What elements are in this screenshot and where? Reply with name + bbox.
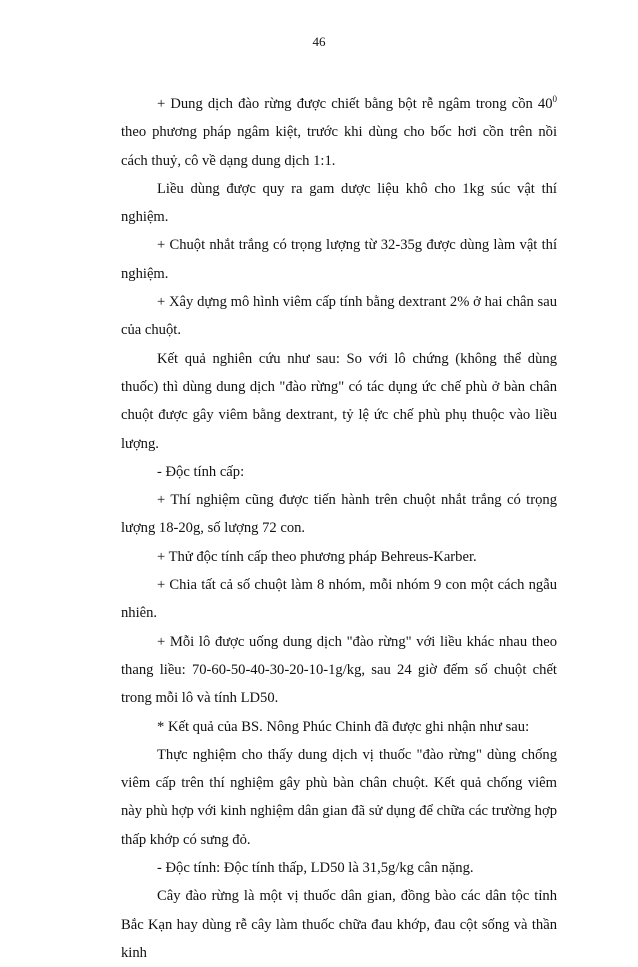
page-number: 46 <box>312 34 326 49</box>
degree-superscript: 0 <box>552 94 557 104</box>
body-text <box>121 90 557 967</box>
paragraph-text: + Dung dịch đào rừng được chiết bằng bột rễ ngâm trong cồn 40 <box>157 96 553 112</box>
paragraph-acute-toxicity-heading: - Độc tính cấp: <box>157 463 245 480</box>
paragraph-toxicity-mice: + Thí nghiệm cũng được tiến hành trên chuột nhắt trắng có trọng lượng 18-20g, số lượng 72 con. <box>121 492 557 537</box>
paragraph-toxicity-ld50: - Độc tính: Độc tính thấp, LD50 là 31,5g/kg cân nặng. <box>157 860 474 877</box>
paragraph-folk-medicine: Cây đào rừng là một vị thuốc dân gian, đồng bào các dân tộc tỉnh Bắc Kạn hay dùng rễ cây làm thuốc chữa đau khớp, đau cột sống và thần kinh <box>121 888 557 961</box>
paragraph-inflammation-model: + Xây dựng mô hình viêm cấp tính bằng dextrant 2% ở hai chân sau của chuột. <box>121 294 557 339</box>
paragraph-dose-scale: + Mỗi lô được uống dung dịch "đào rừng" với liều khác nhau theo thang liều: 70-60-50-40-30-20-10-1g/kg, sau 24 giờ đếm số chuột chết trong mỗi lô và tính LD50. <box>121 633 557 707</box>
paragraph-extraction-method <box>121 90 557 175</box>
paragraph-dosage: Liều dùng được quy ra gam dược liệu khô cho 1kg súc vật thí nghiệm. <box>121 180 557 226</box>
paragraph-toxicity-method: + Thử độc tính cấp theo phương pháp Behreus-Karber. <box>157 548 477 565</box>
paragraph-test-animals: + Chuột nhắt trắng có trọng lượng từ 32-35g được dùng làm vật thí nghiệm. <box>121 237 557 282</box>
paragraph-groups: + Chia tất cả số chuột làm 8 nhóm, mỗi nhóm 9 con một cách ngẫu nhiên. <box>121 577 557 622</box>
paragraph-recorded-results: * Kết quả của BS. Nông Phúc Chinh đã được ghi nhận như sau: <box>157 718 530 735</box>
paragraph-experiment-summary: Thực nghiệm cho thấy dung dịch vị thuốc "đào rừng" dùng chống viêm cấp trên thí nghiệm gây phù bàn chân chuột. Kết quả chống viêm này phù hợp với kinh nghiệm dân gian đã sử dụng để chữa các trường hợp thấp khớp có sưng đỏ. <box>121 746 557 848</box>
paragraph-results: Kết quả nghiên cứu như sau: So với lô chứng (không thể dùng thuốc) thì dùng dung dịch "đào rừng" có tác dụng ức chế phù ở bàn chân chuột được gây viêm bằng dextrant, tỷ lệ ức chế phù phụ thuộc vào liều lượng. <box>121 350 557 452</box>
paragraph-text: theo phương pháp ngâm kiệt, trước khi dùng cho bốc hơi cồn trên nồi cách thuỷ, cô về dạng dung dịch 1:1. <box>121 124 557 169</box>
